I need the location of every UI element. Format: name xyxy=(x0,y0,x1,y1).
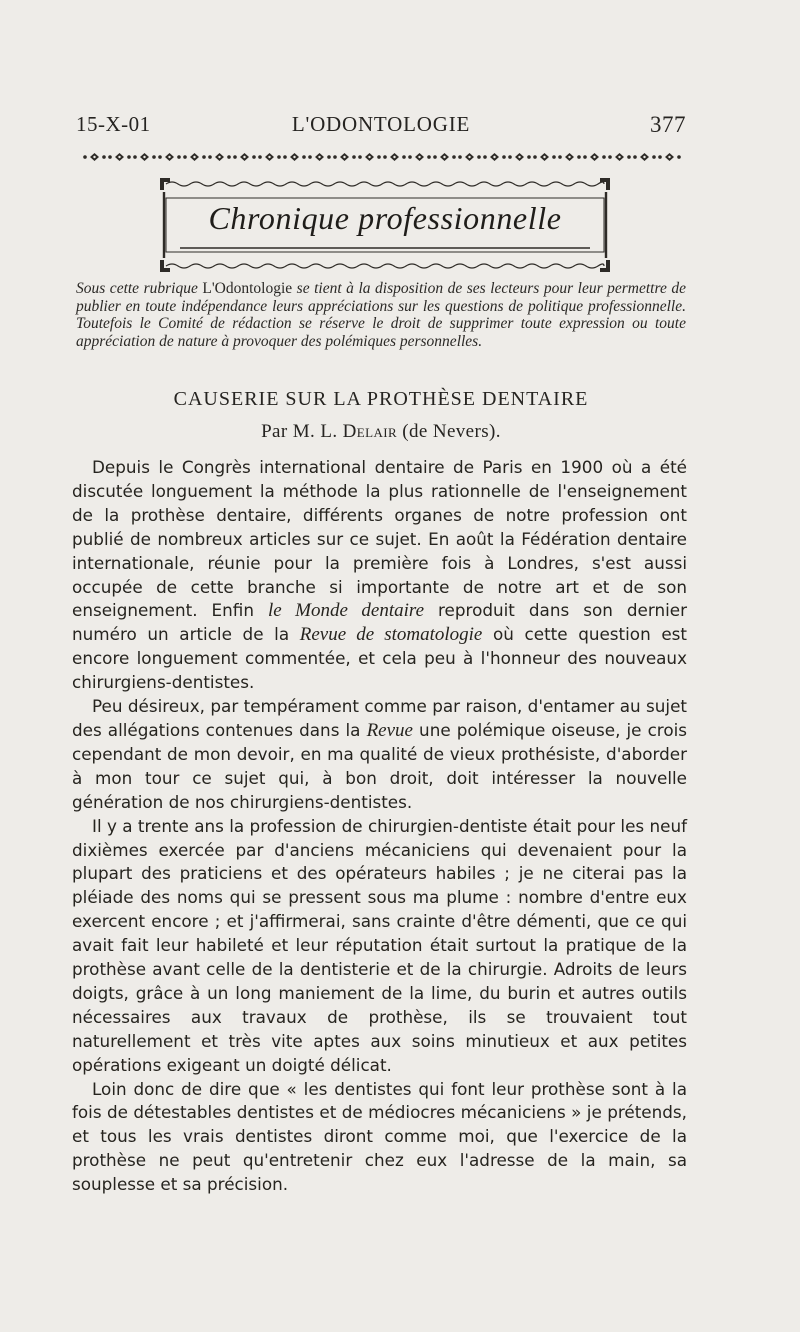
publication-name: le Monde dentaire xyxy=(268,600,424,622)
rubric-note-text: Sous cette rubrique xyxy=(76,280,203,297)
paragraph: Il y a trente ans la profession de chirurgien-dentiste était pour les neuf dixièmes exercée par d'anciens mécaniciens qui devenaient pour la plupart des praticiens et des opérateurs habiles ; je ne citerai pas la pléiade des noms qui se pressent sous ma plume : nombre d'entre eux exercent encore ; et j'affirmerai, sans crainte d'être démenti, que ce qui avait fait leur habileté et leur réputation était surtout la pratique de la prothèse avant celle de la dentisterie et de la chirurgie. Adroits de leurs doigts, grâce à un long maniement de la lime, du burin et autres outils nécessaires aux travaux de prothèse, ils se trouvaient tout naturellement et très vite aptes aux soins minutieux et aux petites opérations exigeant un doigté délicat. xyxy=(72,815,687,1075)
paragraph-text: Depuis le Congrès international dentaire de Paris en 1900 où a été discutée longuement la méthode la plus rationnelle de l'enseignement de la prothèse dentaire, différents organes de notre profession ont publié de nombreux articles sur ce sujet. En août la Fédération dentaire internationale, réunie pour la première fois à Londres, s'est aussi occupée de cette branche si importante de notre art et de son enseignement. Enfin xyxy=(72,457,687,621)
paragraph-text: une polémique oiseuse, je crois cependant de mon devoir, en ma qualité de vieux prothésiste, d'aborder à mon tour ce sujet qui, à bon droit, doit intéresser la nouvelle génération de nos chirurgiens-dentistes. xyxy=(72,719,687,812)
article-body xyxy=(72,456,687,1197)
rubric-note xyxy=(76,280,686,350)
paragraph-text: Peu désireux, par tempérament comme par raison, d'entamer au sujet des allégations contenues dans la xyxy=(72,696,687,740)
section-title: Chronique professionnelle xyxy=(208,200,562,236)
rubric-journal-name: L'Odontologie xyxy=(202,280,293,297)
article-byline xyxy=(76,421,686,443)
paragraph xyxy=(72,695,687,815)
publication-name: Revue de stomatologie xyxy=(299,624,483,646)
paragraph-text: reproduit dans son dernier numéro un article de la xyxy=(72,600,687,645)
section-title-box xyxy=(160,178,610,272)
byline-suffix: (de Nevers). xyxy=(397,421,501,442)
publication-name: Revue xyxy=(366,719,413,741)
article-title: CAUSERIE SUR LA PROTHÈSE DENTAIRE xyxy=(173,388,589,410)
paragraph xyxy=(72,456,687,695)
running-head xyxy=(76,112,686,144)
issue-date: 15-X-01 xyxy=(76,112,151,136)
byline-prefix: Par M. L. xyxy=(261,421,343,442)
author-name: Delair xyxy=(342,421,398,442)
ornament-rule xyxy=(82,150,682,164)
journal-title: L'ODONTOLOGIE xyxy=(291,112,471,136)
page-number: 377 xyxy=(650,112,686,137)
rubric-note-text: se tient à la disposition de ses lecteurs pour leur permettre de publier en toute indépendance leurs appréciations sur les questions de politique professionnelle. Toutefois le Comité de rédaction se réserve le droit de supprimer toute expression ou toute appréciation de nature à provoquer des polémiques personnelles. xyxy=(76,280,686,350)
paragraph-text: où cette question est encore longuement commentée, et cela peu à l'honneur des nouveaux chirurgiens-dentistes. xyxy=(72,624,687,693)
paragraph: Loin donc de dire que « les dentistes qui font leur prothèse sont à la fois de détestables dentistes et de médiocres mécaniciens » je prétends, et tous les vrais dentistes diront comme moi, que l'exercice de la prothèse ne peut qu'entretenir chez eux l'adresse de la main, sa souplesse et sa précision. xyxy=(72,1078,687,1195)
